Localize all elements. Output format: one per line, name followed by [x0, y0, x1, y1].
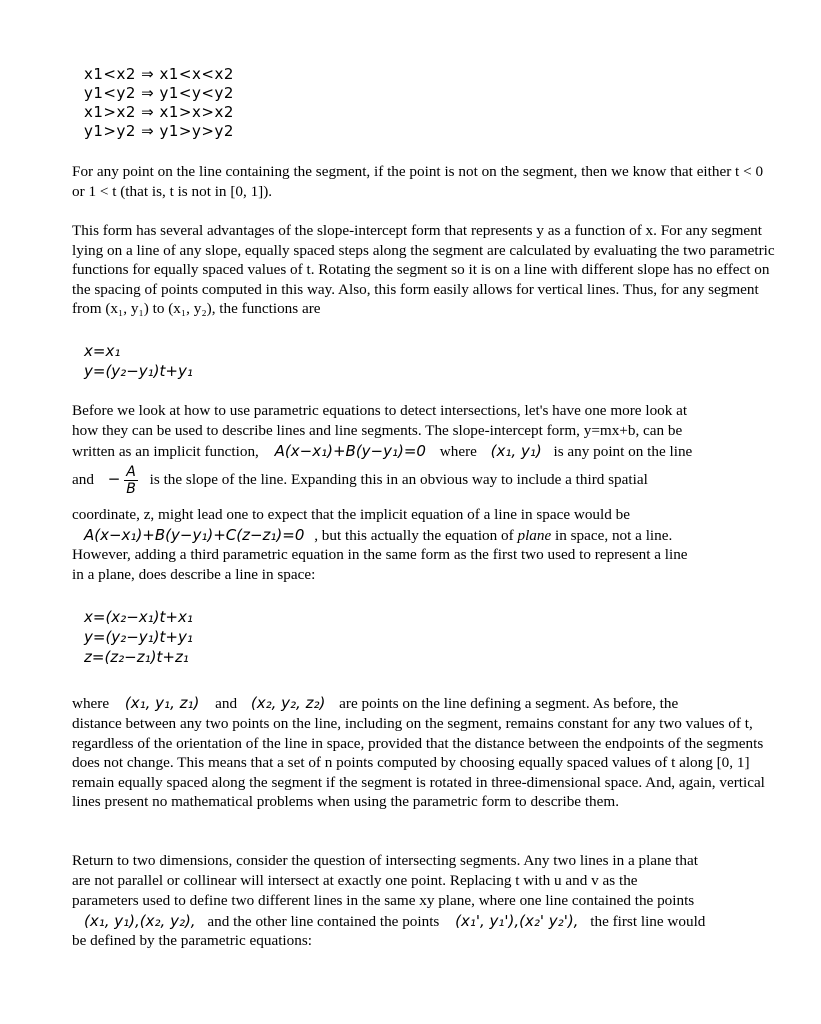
equation-line: z=(z₂−z₁)t+z₁: [84, 648, 189, 666]
paragraph-line: [72, 912, 705, 931]
paragraph-line: coordinate, z, might lead one to expect that the implicit equation of a line in space would be: [72, 506, 630, 523]
paragraph-line: parameters used to define two different lines in the same xy plane, where one line contained the points: [72, 892, 695, 909]
inline-text: is any point on the line: [553, 443, 693, 460]
equation-line: x=(x₂−x₁)t+x₁: [84, 608, 193, 626]
inline-text: the first line would: [590, 913, 706, 930]
point-notation: (x₁', y₁'),(x₂' y₂'),: [455, 912, 579, 930]
paragraph-line: [72, 464, 648, 497]
inline-text: , but this actually the equation of: [314, 527, 514, 544]
paragraph-line: be defined by the parametric equations:: [72, 932, 312, 949]
equation-line: y=(y₂−y₁)t+y₁: [84, 628, 193, 646]
inline-text: in space, not a line.: [555, 527, 673, 544]
paragraph-line: Return to two dimensions, consider the question of intersecting segments. Any two lines in a plane that: [72, 852, 698, 869]
inline-text: and the other line contained the points: [207, 913, 440, 930]
fraction-denominator: B: [126, 481, 136, 497]
paragraph-line: are not parallel or collinear will intersect at exactly one point. Replacing t with u and v as the: [72, 872, 638, 889]
point-notation: (x₁, y₁): [490, 442, 542, 460]
paragraph-body: distance between any two points on the line, including on the segment, remains constant for any two values of t, regardless of the orientation of the line in space, provided that the distance between the endpoints of the segments does not change. This means that a set of n points computed by choosing equally spaced values of t along [0, 1] remain equally spaced along the segment if the segment is rotated in three-dimensional space. And, again, vertical lines present no mathematical problems when using the parametric form to describe them.: [72, 715, 765, 811]
equation-line: y=(y₂−y₁)t+y₁: [84, 362, 193, 380]
minus-sign: −: [107, 469, 121, 488]
paragraph-line: [72, 442, 692, 461]
inequality-line: y1<y2 ⇒ y1<y<y2: [84, 84, 234, 102]
inline-text: and: [215, 695, 238, 712]
paragraph-2: This form has several advantages of the slope-intercept form that represents y as a function of x. For any segment lying on a line of any slope, equally spaced steps along the segment are calculated by evaluating the two parametric functions for equally spaced values of t. Rotating the segment so it is on a line with different slope has no effect on the spacing of points computed in this way. Also, this form easily allows for vertical lines. Thus, for any segment from (x₁, y₁) to (x₁, y₂), the functions are: [72, 222, 775, 318]
point-notation: (x₁, y₁),(x₂, y₂),: [84, 912, 196, 930]
plane-equation: A(x−x₁)+B(y−y₁)+C(z−z₁)=0: [84, 526, 305, 544]
inequality-line: x1<x2 ⇒ x1<x<x2: [84, 65, 234, 83]
point-notation: (x₂, y₂, z₂): [250, 694, 326, 712]
inline-text: where: [439, 443, 477, 460]
paragraph-line: Before we look at how to use parametric equations to detect intersections, let's have one more look at: [72, 402, 688, 419]
slope-fraction: [124, 464, 138, 497]
inline-text: and: [72, 470, 94, 488]
inline-text: written as an implicit function,: [72, 443, 259, 460]
inequality-line: x1>x2 ⇒ x1>x>x2: [84, 103, 234, 121]
inline-text: is the slope of the line. Expanding this in an obvious way to include a third spatial: [149, 470, 648, 488]
implicit-equation: A(x−x₁)+B(y−y₁)=0: [274, 442, 426, 460]
point-notation: (x₁, y₁, z₁): [124, 694, 200, 712]
emphasis-text: plane: [517, 527, 552, 544]
inline-text: where: [72, 695, 110, 712]
paragraph-line: [72, 526, 672, 545]
paragraph-line: However, adding a third parametric equation in the same form as the first two used to represent a line: [72, 546, 688, 563]
fraction-numerator: A: [126, 464, 136, 480]
inline-text: are points on the line defining a segment. As before, the: [339, 695, 679, 712]
paragraph-line: how they can be used to describe lines and line segments. The slope-intercept form, y=mx+b, can be: [72, 422, 683, 439]
paragraph-1: For any point on the line containing the segment, if the point is not on the segment, then we know that either t < 0 or 1 < t (that is, t is not in [0, 1]).: [72, 163, 764, 200]
paragraph-line: [72, 694, 678, 713]
equation-line: x=x₁: [84, 342, 121, 360]
paragraph-line: in a plane, does describe a line in space:: [72, 566, 316, 583]
inequality-line: y1>y2 ⇒ y1>y>y2: [84, 122, 234, 140]
